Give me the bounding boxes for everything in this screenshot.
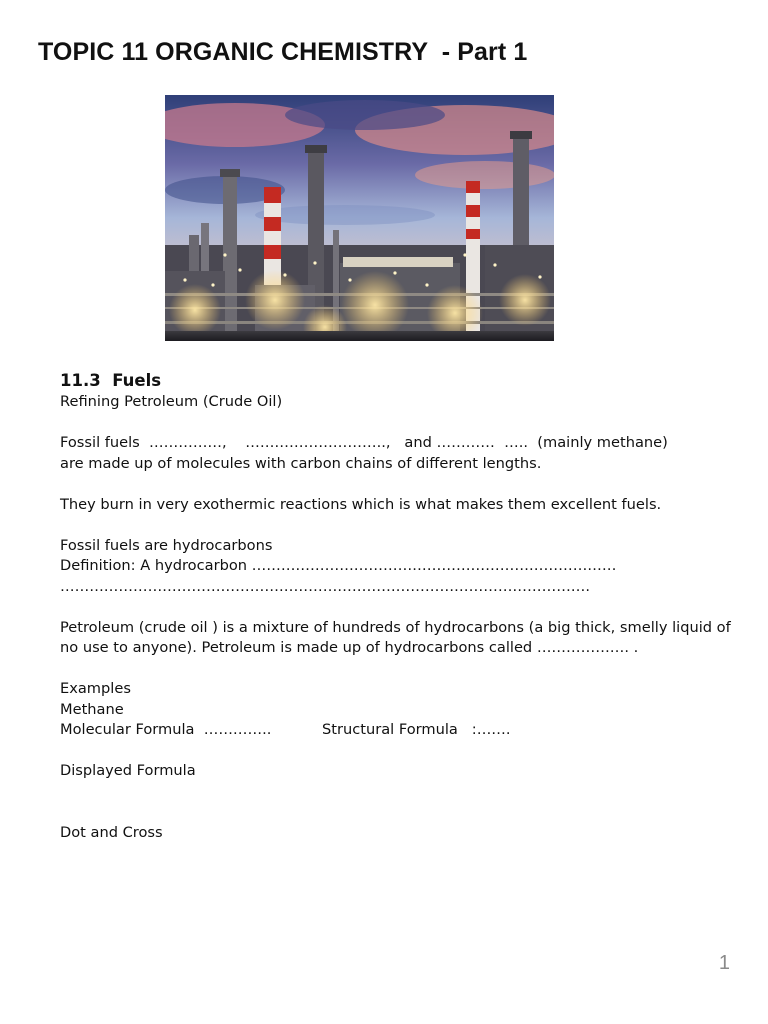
structural-formula-label: Structural Formula :……. [322,721,511,738]
examples-label: Examples [60,680,131,697]
hydrocarbon-definition-blank: ………………………………………………………………………………………………. [60,577,591,595]
petroleum-paragraph-line-2: no use to anyone). Petroleum is made up of hydrocarbons called ………………. . [60,639,639,656]
fossil-fuels-line-2: are made up of molecules with carbon chains of different lengths. [60,454,542,472]
petroleum-paragraph-line-1: Petroleum (crude oil ) is a mixture of hundreds of hydrocarbons (a big thick, smelly liquid of [60,618,731,636]
dot-and-cross-label: Dot and Cross [60,823,163,841]
page-title: TOPIC 11 ORGANIC CHEMISTRY - Part 1 [38,38,528,66]
section-fuels [60,370,750,843]
oil-refinery-image [165,95,554,341]
page-number: 1 [718,952,730,974]
hydrocarbons-statement: Fossil fuels are hydrocarbons [60,536,273,554]
section-subheading: Refining Petroleum (Crude Oil) [60,393,283,410]
methane-label: Methane [60,700,124,718]
fossil-fuels-line: Fossil fuels ……………, ……………………….., and ………… ….. (mainly methane) [60,434,668,451]
exothermic-sentence: They burn in very exothermic reactions which is what makes them excellent fuels. [60,495,662,513]
hydrocarbon-definition: Definition: A hydrocarbon ………………………………………………………………… [60,557,617,574]
formula-row [60,720,750,741]
molecular-formula-label: Molecular Formula ………….. [60,721,272,738]
displayed-formula-label: Displayed Formula [60,762,196,779]
section-heading: 11.3 Fuels [60,371,162,390]
